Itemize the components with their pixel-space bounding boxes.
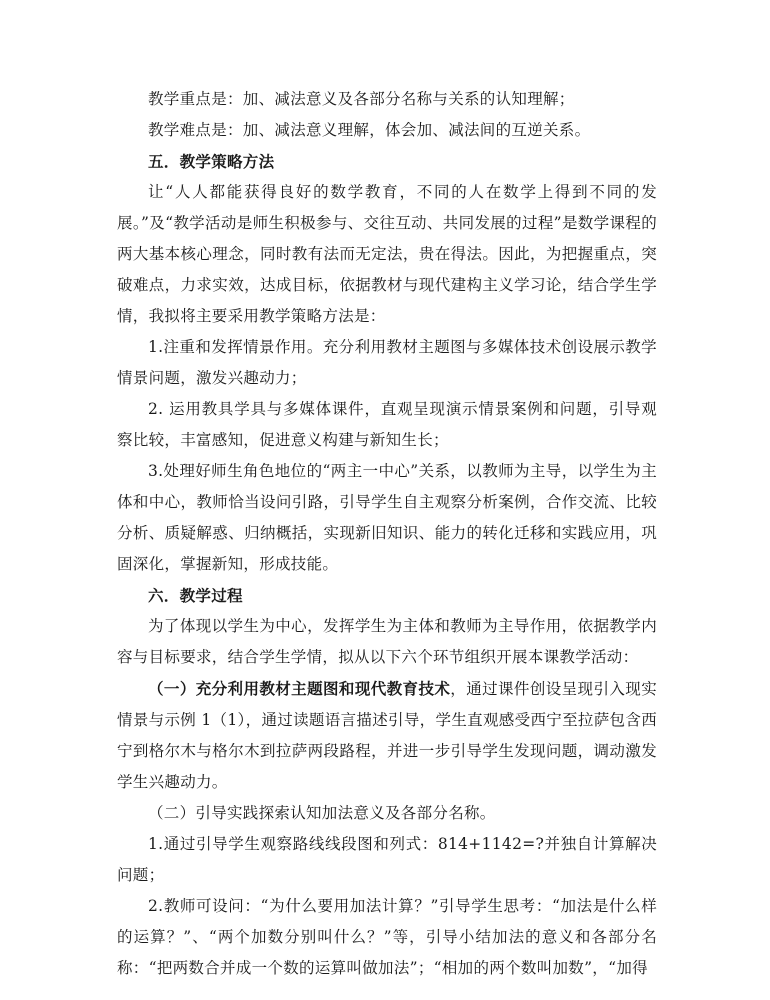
paragraph-difficulties: 教学难点是：加、减法意义理解，体会加、减法间的互逆关系。	[148, 121, 591, 139]
paragraph-step-1	[117, 673, 657, 798]
document-body	[117, 84, 657, 984]
paragraph-process-intro: 为了体现以学生为中心，发挥学生为主体和教师为主导作用，依据教学内容与目标要求，结合学生学情，拟从以下六个环节组织开展本课教学活动：	[117, 617, 657, 666]
paragraph-key-points: 教学重点是：加、减法意义及各部分名称与关系的认知理解；	[148, 90, 575, 108]
paragraph-strategy-3: 3.处理好师生角色地位的“两主一中心”关系，以教师为主导，以学生为主体和中心，教师恰当设问引路，引导学生自主观察分析案例，合作交流、比较分析、质疑解惑、归纳概括，实现新旧知识、能力的转化迁移和实践应用，巩固深化，掌握新知，形成技能。	[117, 462, 657, 573]
step-1-title: （一）充分利用教材主题图和现代教育技术	[148, 679, 451, 698]
paragraph-strategy-1: 1.注重和发挥情景作用。充分利用教材主题图与多媒体技术创设展示教学情景问题，激发兴趣动力；	[117, 338, 657, 387]
section-heading-6: 六．教学过程	[148, 586, 243, 605]
section-heading-5: 五．教学策略方法	[148, 152, 275, 171]
paragraph-step-2-item-2: 2.教师可设问：“为什么要用加法计算？”引导学生思考：“加法是什么样的运算？”、“两个加数分别叫什么？”等，引导小结加法的意义和各部分名称：“把两数合并成一个数的运算叫做加法”；“相加的两个数叫加数”，“加得	[117, 897, 657, 977]
paragraph-step-2-item-1: 1.通过引导学生观察路线线段图和列式：814+1142=?并独自计算解决问题；	[117, 835, 657, 884]
step-1-text: ，通过课件创设呈现引入现实情景与示例 1（1），通过读题语言描述引导，学生直观感受西宁至拉萨包含西宁到格尔木与格尔木到拉萨两段路程，并进一步引导学生发现问题，调动激发学生兴趣动力。	[117, 680, 657, 791]
paragraph-strategy-intro: 让“人人都能获得良好的数学教育，不同的人在数学上得到不同的发展。”及“教学活动是师生积极参与、交往互动、共同发展的过程”是数学课程的两大基本核心理念，同时教有法而无定法，贵在得法。因此，为把握重点，突破难点，力求实效，达成目标，依据教材与现代建构主义学习论，结合学生学情，我拟将主要采用教学策略方法是：	[117, 183, 657, 325]
paragraph-strategy-2: 2. 运用教具学具与多媒体课件，直观呈现演示情景案例和问题，引导观察比较，丰富感知，促进意义构建与新知生长；	[117, 400, 657, 449]
paragraph-step-2-title: （二）引导实践探索认知加法意义及各部分名称。	[148, 804, 496, 822]
